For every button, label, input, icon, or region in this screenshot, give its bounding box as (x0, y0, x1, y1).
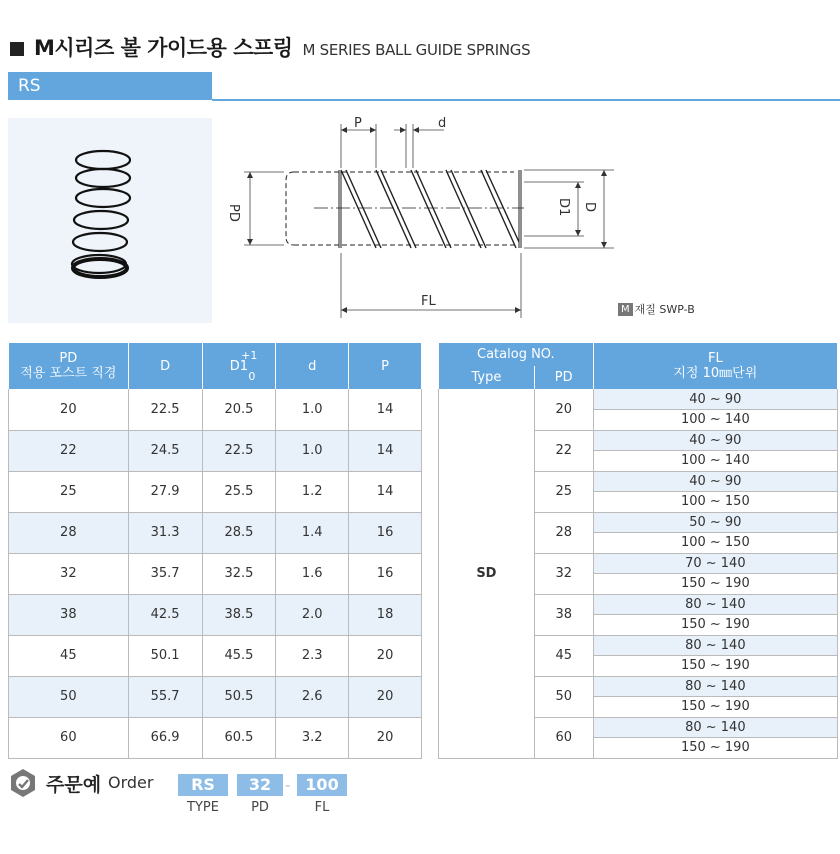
table-cell: 20 (349, 676, 422, 717)
table-cell: 38 (9, 594, 129, 635)
table-cell: 50.1 (128, 635, 202, 676)
header-pitch: P (349, 343, 422, 389)
title-korean: M시리즈 볼 가이드용 스프링 (34, 36, 293, 60)
pd-cell: 25 (534, 471, 593, 512)
order-badge-icon (8, 768, 38, 798)
table-cell: 32 (9, 553, 129, 594)
table-row (9, 471, 422, 512)
fl-range-cell: 100 ~ 150 (593, 492, 837, 513)
fl-range-cell: 150 ~ 190 (593, 656, 837, 677)
table-row (9, 594, 422, 635)
table-cell: 20 (349, 635, 422, 676)
order-fl-box: 100 (297, 774, 347, 796)
fl-range-cell: 40 ~ 90 (593, 471, 837, 492)
header-d1: D1 +1 0 (202, 343, 276, 389)
header-fl: FL 지정 10㎜단위 (593, 343, 837, 389)
table-cell: 42.5 (128, 594, 202, 635)
fl-range-cell: 80 ~ 140 (593, 594, 837, 615)
spring-illustration (8, 118, 212, 323)
order-pd-box: 32 (237, 774, 283, 796)
label-d: d (438, 116, 447, 131)
label-p: P (354, 116, 362, 131)
fl-range-cell: 70 ~ 140 (593, 553, 837, 574)
fl-range-cell: 80 ~ 140 (593, 717, 837, 738)
table-cell: 22.5 (128, 389, 202, 430)
coil-spring-icon (8, 118, 212, 323)
table-cell: 27.9 (128, 471, 202, 512)
fl-range-cell: 150 ~ 190 (593, 738, 837, 759)
title-english: M SERIES BALL GUIDE SPRINGS (302, 41, 531, 59)
table-row (9, 553, 422, 594)
table-cell: 22 (9, 430, 129, 471)
dimension-table (8, 343, 422, 759)
label-pd: PD (226, 204, 241, 222)
pd-cell: 50 (534, 676, 593, 717)
spring-dimension-diagram (214, 108, 634, 328)
fl-range-cell: 100 ~ 150 (593, 533, 837, 554)
header-pd: PD (534, 366, 593, 389)
catalog-table (438, 343, 838, 759)
table-cell: 55.7 (128, 676, 202, 717)
order-example (8, 766, 408, 826)
table-cell: 66.9 (128, 717, 202, 758)
table-cell: 50.5 (202, 676, 276, 717)
order-fl-caption: FL (314, 800, 330, 815)
table-row (439, 389, 838, 410)
order-separator: - (285, 776, 291, 794)
table-cell: 20 (9, 389, 129, 430)
table-row (9, 676, 422, 717)
material-badge: M (618, 303, 633, 316)
table-row (9, 717, 422, 758)
table-cell: 45.5 (202, 635, 276, 676)
order-type-box: RS (178, 774, 228, 796)
table-cell: 25.5 (202, 471, 276, 512)
header-type: Type (439, 366, 535, 389)
pd-cell: 20 (534, 389, 593, 430)
type-cell: SD (439, 389, 535, 758)
pd-cell: 32 (534, 553, 593, 594)
fl-range-cell: 150 ~ 190 (593, 697, 837, 718)
table-cell: 60 (9, 717, 129, 758)
table-cell: 18 (349, 594, 422, 635)
table-cell: 60.5 (202, 717, 276, 758)
table-cell: 50 (9, 676, 129, 717)
fl-range-cell: 40 ~ 90 (593, 430, 837, 451)
table-cell: 2.6 (276, 676, 349, 717)
fl-range-cell: 100 ~ 140 (593, 451, 837, 472)
table-cell: 14 (349, 389, 422, 430)
table-cell: 38.5 (202, 594, 276, 635)
table-cell: 2.0 (276, 594, 349, 635)
table-cell: 1.2 (276, 471, 349, 512)
material-text: 재질 SWP-B (634, 303, 695, 316)
table-cell: 16 (349, 512, 422, 553)
pd-cell: 22 (534, 430, 593, 471)
header-catalog: Catalog NO. (439, 343, 594, 366)
table-cell: 20.5 (202, 389, 276, 430)
pd-cell: 60 (534, 717, 593, 758)
table-cell: 14 (349, 471, 422, 512)
pd-cell: 38 (534, 594, 593, 635)
label-fl: FL (421, 294, 436, 309)
fl-range-cell: 80 ~ 140 (593, 676, 837, 697)
order-pd-caption: PD (251, 800, 269, 815)
table-cell: 16 (349, 553, 422, 594)
fl-range-cell: 80 ~ 140 (593, 635, 837, 656)
section-divider (212, 99, 840, 101)
page-title (10, 32, 530, 62)
square-bullet-icon (10, 42, 24, 56)
order-type-caption: TYPE (187, 800, 219, 815)
fl-range-cell: 100 ~ 140 (593, 410, 837, 431)
table-cell: 45 (9, 635, 129, 676)
order-title-en: Order (108, 773, 154, 792)
table-cell: 3.2 (276, 717, 349, 758)
table-cell: 1.4 (276, 512, 349, 553)
fl-range-cell: 40 ~ 90 (593, 389, 837, 410)
header-pd: PD 적용 포스트 직경 (9, 343, 129, 389)
order-title-kr: 주문예 (46, 774, 102, 796)
pd-cell: 45 (534, 635, 593, 676)
table-cell: 31.3 (128, 512, 202, 553)
table-cell: 28.5 (202, 512, 276, 553)
table-cell: 25 (9, 471, 129, 512)
table-cell: 22.5 (202, 430, 276, 471)
table-cell: 32.5 (202, 553, 276, 594)
fl-range-cell: 50 ~ 90 (593, 512, 837, 533)
pd-cell: 28 (534, 512, 593, 553)
fl-range-cell: 150 ~ 190 (593, 615, 837, 636)
table-cell: 28 (9, 512, 129, 553)
fl-range-cell: 150 ~ 190 (593, 574, 837, 595)
table-row (9, 635, 422, 676)
header-wire-d: d (276, 343, 349, 389)
table-row (9, 430, 422, 471)
table-row (9, 512, 422, 553)
table-cell: 20 (349, 717, 422, 758)
table-cell: 1.0 (276, 430, 349, 471)
table-cell: 1.0 (276, 389, 349, 430)
label-d1: D1 (556, 198, 571, 217)
material-note (618, 301, 695, 317)
table-cell: 24.5 (128, 430, 202, 471)
table-cell: 2.3 (276, 635, 349, 676)
table-row (9, 389, 422, 430)
table-cell: 14 (349, 430, 422, 471)
header-d: D (128, 343, 202, 389)
section-label: RS (8, 72, 212, 100)
table-cell: 1.6 (276, 553, 349, 594)
label-d-outer: D (582, 202, 597, 213)
table-cell: 35.7 (128, 553, 202, 594)
